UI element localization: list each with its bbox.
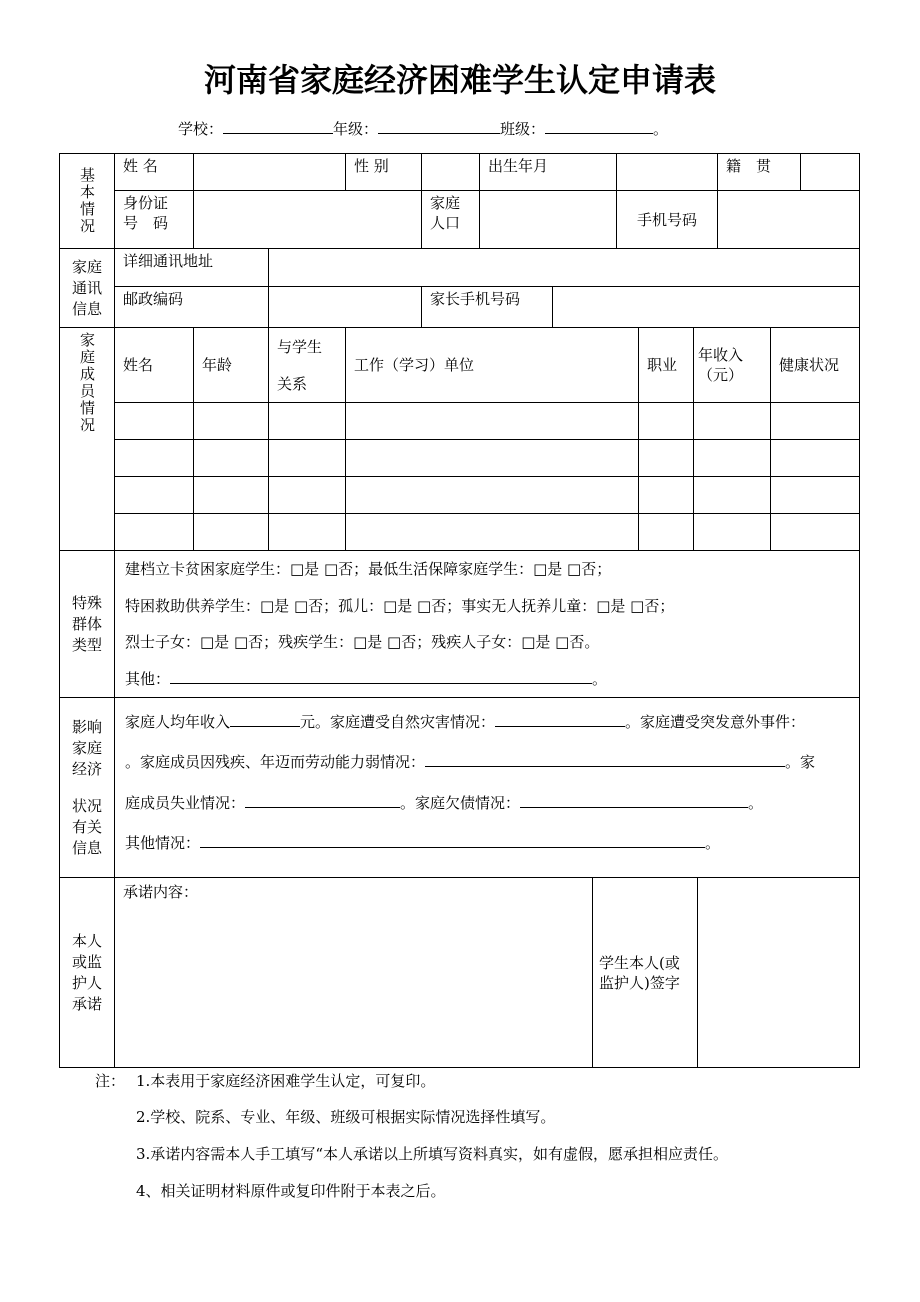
members-table-cell[interactable]: [193, 513, 269, 551]
address-label-cell: [114, 248, 269, 287]
family-size-label-cell: [421, 190, 480, 249]
label: 学生本人(或: [599, 953, 680, 972]
name-label-cell: [114, 153, 194, 191]
grade-field[interactable]: [378, 119, 500, 134]
label: 邮政编码: [123, 290, 184, 308]
note-item: 3.承诺内容需本人手工填写“本人承诺以上所填写资料真实，如有虚假，愿承担相应责任。: [136, 1145, 728, 1163]
economy-section-label: [59, 697, 115, 878]
members-header-cell: [638, 327, 694, 403]
members-header-cell: [770, 327, 860, 403]
members-table-cell[interactable]: [268, 439, 346, 477]
other-situation-field[interactable]: [200, 833, 705, 848]
phone-field[interactable]: [717, 190, 860, 249]
comm-section-label: [59, 248, 115, 328]
promise-content-field[interactable]: [114, 877, 593, 1068]
section-text: 本人或监护人承诺: [71, 931, 102, 1013]
column-header: 年龄: [202, 356, 233, 374]
members-table-cell[interactable]: [114, 402, 194, 440]
members-header-cell: [268, 327, 346, 403]
family-size-field[interactable]: [479, 190, 617, 249]
members-table-cell[interactable]: [114, 439, 194, 477]
birth-field[interactable]: [616, 153, 718, 191]
origin-field[interactable]: [800, 153, 860, 191]
members-table-cell[interactable]: [693, 439, 771, 477]
section-text: 基本情况: [78, 167, 96, 235]
column-header: （元）: [698, 366, 744, 384]
gender-field[interactable]: [421, 153, 480, 191]
members-header-cell: [114, 327, 194, 403]
class-label: 班级：: [500, 120, 546, 138]
notes-label: 注：: [95, 1072, 126, 1090]
members-section-label: [59, 327, 115, 551]
address-field[interactable]: [268, 248, 860, 287]
special-line[interactable]: 建档立卡贫困家庭学生：□是 □否；最低生活保障家庭学生：□是 □否；: [125, 560, 612, 579]
signature-field[interactable]: [697, 877, 860, 1068]
column-header: 年收入: [698, 346, 744, 364]
note-item: 1.本表用于家庭经济困难学生认定，可复印。: [136, 1072, 436, 1090]
class-field[interactable]: [545, 119, 653, 134]
members-table-cell[interactable]: [770, 402, 860, 440]
note-item: 4、相关证明材料原件或复印件附于本表之后。: [136, 1182, 446, 1200]
other-field[interactable]: [170, 669, 592, 684]
column-header: 健康状况: [779, 356, 840, 374]
section-text: 影响家庭经济: [71, 717, 102, 778]
members-table-cell[interactable]: [268, 513, 346, 551]
members-table-cell[interactable]: [268, 476, 346, 514]
label: 身份证: [123, 194, 169, 212]
column-header: 职业: [647, 356, 678, 374]
label: 详细通讯地址: [123, 252, 214, 270]
text: 。家庭欠债情况：: [400, 793, 521, 812]
birth-label-cell: [479, 153, 617, 191]
phone-label-cell: [616, 190, 718, 249]
label: 手机号码: [636, 210, 697, 229]
members-table-cell[interactable]: [638, 402, 694, 440]
section-text: 家庭成员情况: [78, 332, 96, 434]
school-field[interactable]: [223, 119, 333, 134]
id-label-cell: [114, 190, 194, 249]
members-table-cell[interactable]: [345, 402, 639, 440]
text: 。: [748, 793, 764, 812]
members-table-cell[interactable]: [693, 476, 771, 514]
column-header: 姓名: [123, 356, 154, 374]
members-table-cell[interactable]: [638, 476, 694, 514]
special-line[interactable]: 特困救助供养学生：□是 □否；孤儿：□是 □否；事实无人抚养儿童：□是 □否；: [125, 596, 675, 615]
period: 。: [653, 120, 669, 138]
text: 。家: [785, 753, 816, 772]
parent-phone-label-cell: [421, 286, 553, 328]
label: 承诺内容：: [123, 883, 199, 901]
label: 姓 名: [123, 157, 158, 175]
note-item: 2.学校、院系、专业、年级、班级可根据实际情况选择性填写。: [136, 1108, 556, 1126]
section-text: 状况有关信息: [71, 796, 102, 857]
zip-label-cell: [114, 286, 269, 328]
signature-label-cell: [592, 877, 698, 1068]
debt-field[interactable]: [520, 793, 748, 808]
members-table-cell[interactable]: [193, 476, 269, 514]
text: 庭成员失业情况：: [125, 793, 246, 812]
members-table-cell[interactable]: [114, 476, 194, 514]
column-header: 与学生: [277, 337, 323, 356]
members-table-cell[interactable]: [193, 439, 269, 477]
members-table-cell[interactable]: [345, 476, 639, 514]
economy-cell: [114, 697, 860, 878]
school-label: 学校：: [178, 120, 224, 138]
column-header: 工作（学习）单位: [354, 356, 475, 374]
label: 家庭: [430, 194, 461, 212]
page-title: 河南省家庭经济困难学生认定申请表: [203, 61, 716, 99]
text: 。家庭成员因残疾、年迈而劳动能力弱情况：: [125, 753, 426, 772]
special-line[interactable]: 烈士子女：□是 □否；残疾学生：□是 □否；残疾人子女：□是 □否。: [125, 633, 600, 652]
disability-field[interactable]: [425, 752, 785, 767]
origin-label-cell: [717, 153, 801, 191]
label: 出生年月: [488, 157, 549, 175]
disaster-field[interactable]: [495, 712, 625, 727]
section-text: 家庭通讯信息: [71, 257, 102, 318]
members-table-cell[interactable]: [345, 513, 639, 551]
parent-phone-field[interactable]: [552, 286, 860, 328]
form-header: [178, 118, 668, 139]
members-table-cell[interactable]: [770, 476, 860, 514]
name-field[interactable]: [193, 153, 346, 191]
other-label: 其他：: [125, 669, 171, 688]
text: 元。家庭遭受自然灾害情况：: [300, 713, 496, 732]
members-header-cell: [693, 327, 771, 403]
gender-label-cell: [345, 153, 422, 191]
members-table-cell[interactable]: [638, 513, 694, 551]
column-header: 关系: [277, 374, 308, 393]
label: 号 码: [123, 214, 169, 232]
members-table-cell[interactable]: [638, 439, 694, 477]
label: 性 别: [354, 157, 389, 175]
members-header-cell: [193, 327, 269, 403]
basic-section-label: [59, 153, 115, 249]
members-table-cell[interactable]: [345, 439, 639, 477]
label: 监护人)签字: [599, 973, 680, 992]
id-field[interactable]: [193, 190, 422, 249]
section-text: 特殊群体类型: [71, 593, 102, 654]
promise-section-label: [59, 877, 115, 1068]
unemployment-field[interactable]: [245, 793, 400, 808]
members-table-cell[interactable]: [114, 513, 194, 551]
text: 。: [705, 833, 721, 852]
zip-field[interactable]: [268, 286, 422, 328]
label: 人口: [430, 214, 461, 232]
members-table-cell[interactable]: [268, 402, 346, 440]
period: 。: [592, 669, 608, 688]
members-table-cell[interactable]: [770, 513, 860, 551]
members-table-cell[interactable]: [693, 513, 771, 551]
members-table-cell[interactable]: [693, 402, 771, 440]
label: 籍 贯: [726, 157, 772, 175]
members-header-cell: [345, 327, 639, 403]
members-table-cell[interactable]: [193, 402, 269, 440]
text: 。家庭遭受突发意外事件：: [625, 713, 806, 732]
label: 家长手机号码: [430, 290, 521, 308]
members-table-cell[interactable]: [770, 439, 860, 477]
special-group-cell: [114, 550, 860, 698]
special-section-label: [59, 550, 115, 698]
income-field[interactable]: [230, 712, 300, 727]
text: 其他情况：: [125, 833, 201, 852]
grade-label: 年级：: [333, 120, 379, 138]
text: 家庭人均年收入: [125, 713, 231, 732]
